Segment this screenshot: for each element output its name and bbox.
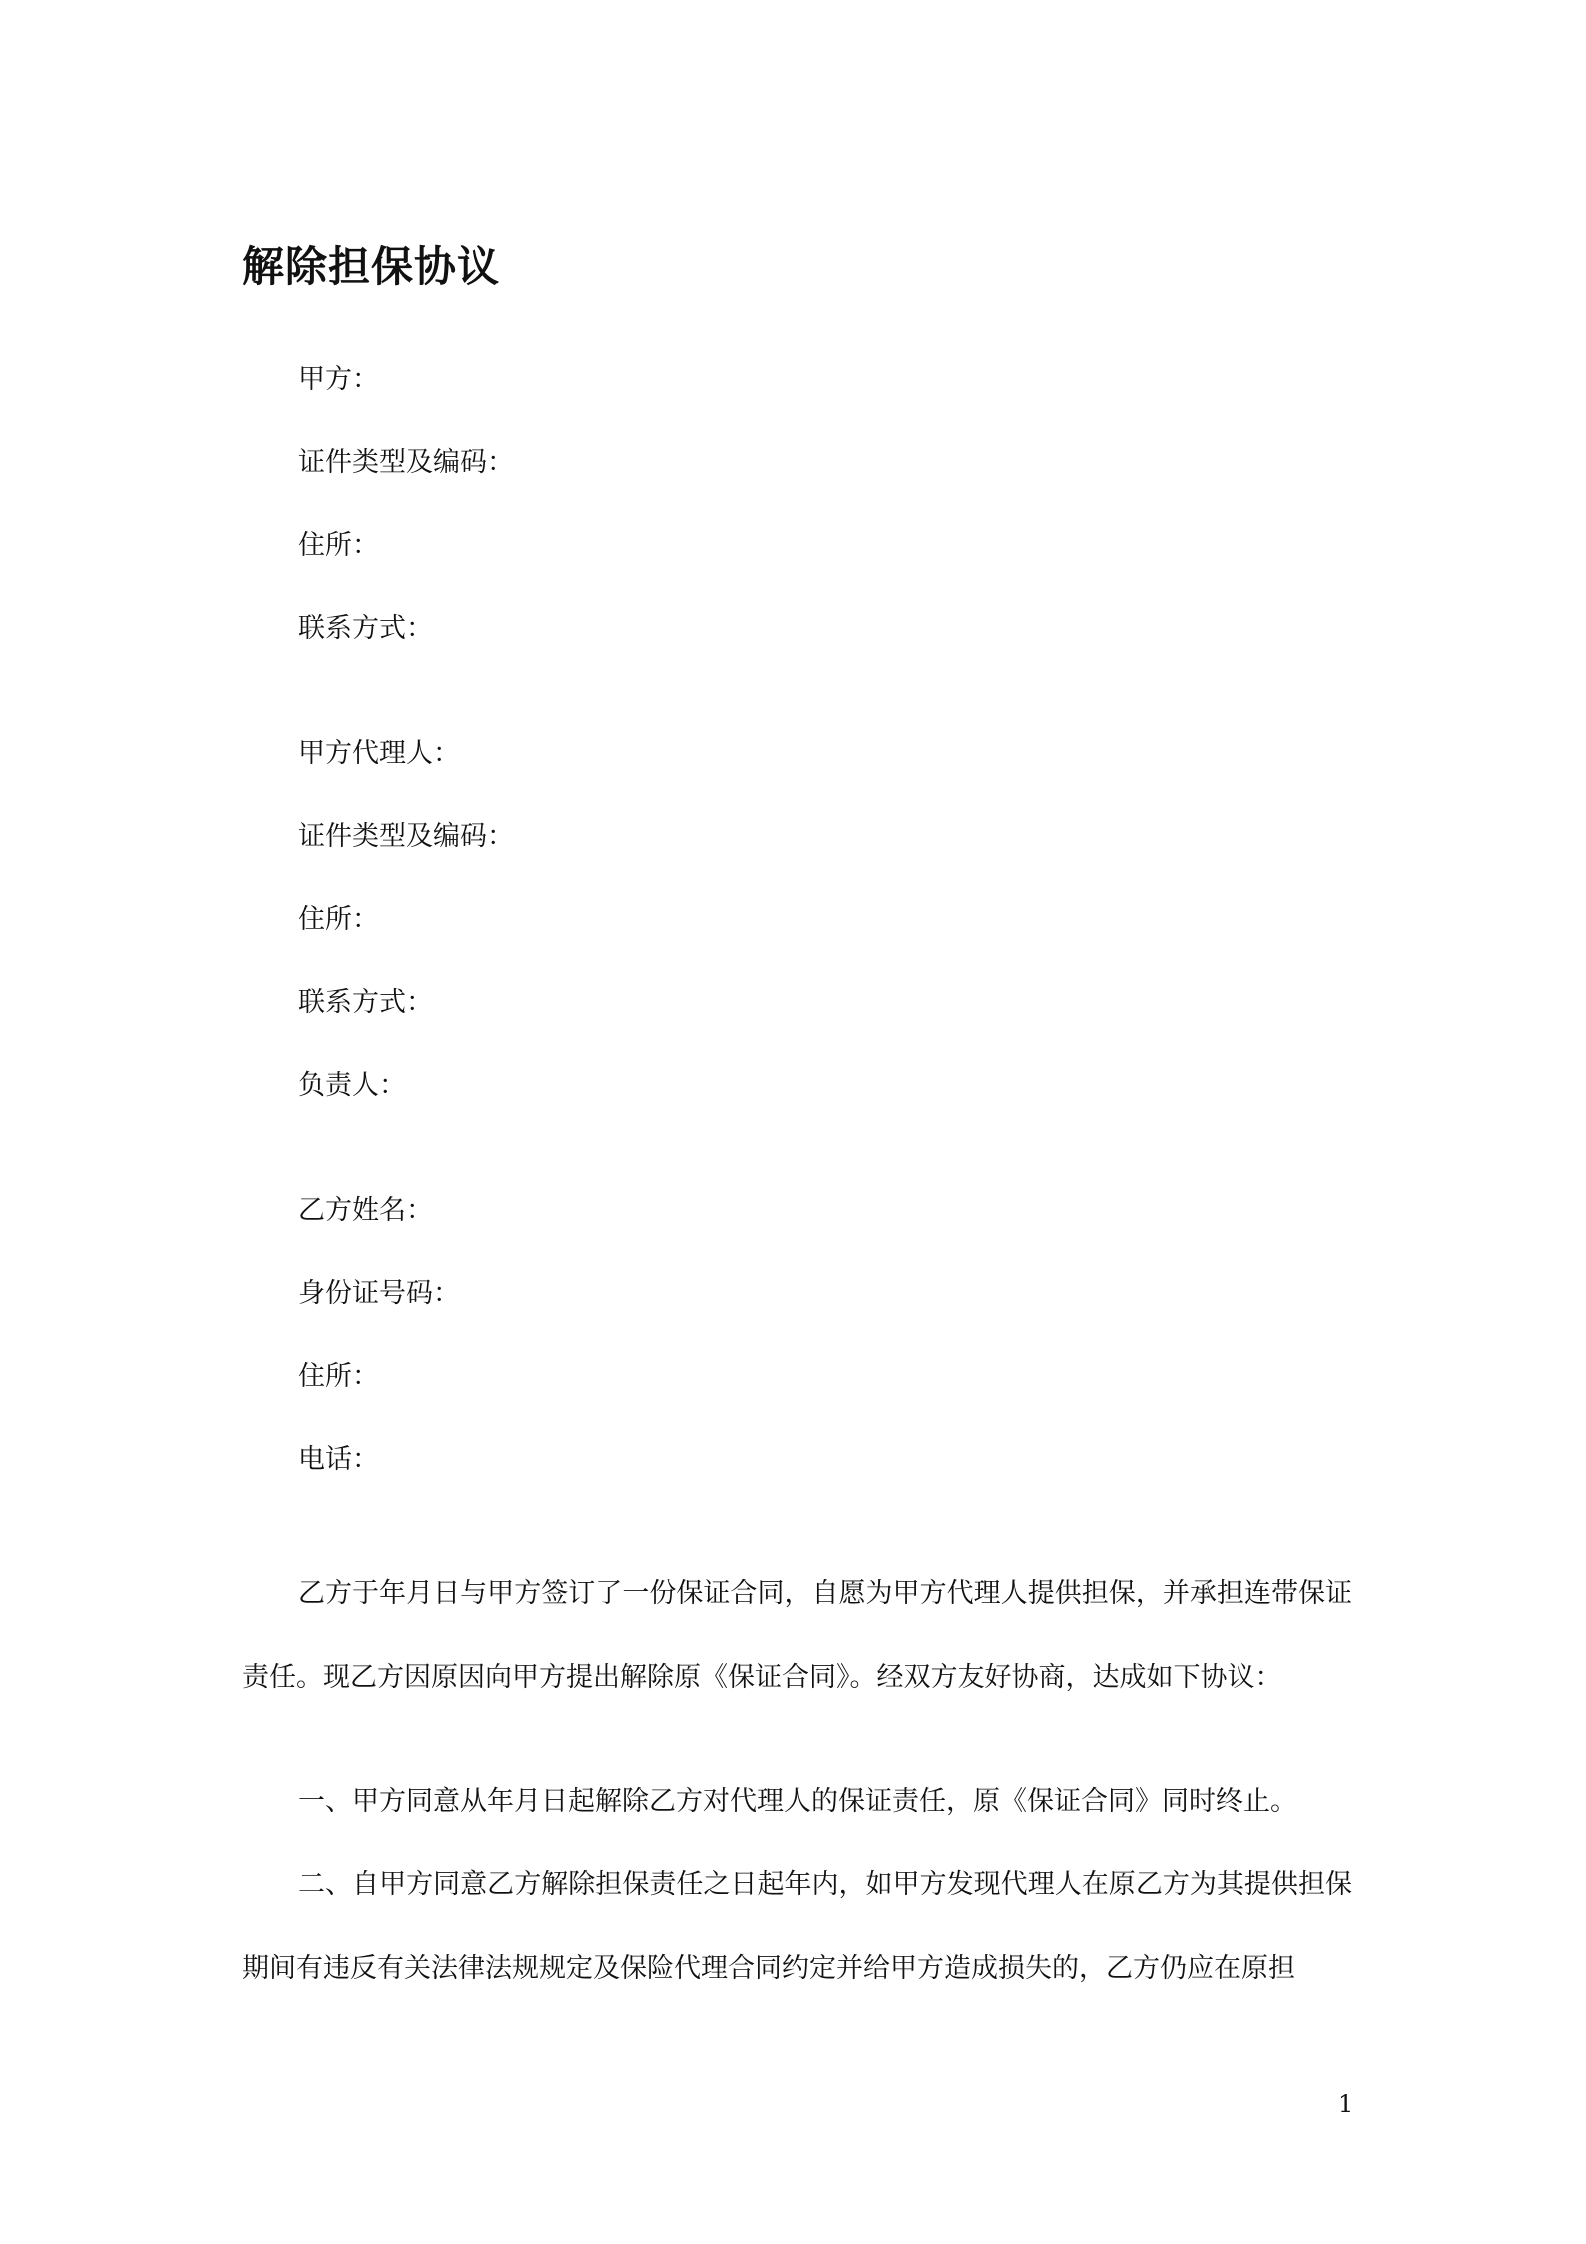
- preamble-paragraph: 乙方于年月日与甲方签订了一份保证合同，自愿为甲方代理人提供担保，并承担连带保证责任。现乙方因原因向甲方提出解除原《保证合同》。经双方友好协商，达成如下协议：: [242, 1578, 1352, 1693]
- party-b-id-label: 身份证号码：: [298, 1278, 460, 1309]
- party-b-address-label: 住所：: [298, 1361, 379, 1392]
- party-a-address-label: 住所：: [298, 530, 379, 561]
- party-b-phone-label: 电话：: [298, 1444, 379, 1475]
- party-a-agent-id-label: 证件类型及编码：: [298, 821, 514, 852]
- clause-2: 二、自甲方同意乙方解除担保责任之日起年内，如甲方发现代理人在原乙方为其提供担保期间有违反有关法律法规规定及保险代理合同约定并给甲方造成损失的，乙方仍应在原担: [242, 1869, 1352, 1984]
- party-a-agent-responsible-label: 负责人：: [298, 1070, 406, 1101]
- party-a-contact-label: 联系方式：: [298, 613, 433, 644]
- party-b-name-label: 乙方姓名：: [298, 1195, 433, 1226]
- page-number: 1: [1338, 2090, 1354, 2118]
- document-title: 解除担保协议: [242, 242, 501, 291]
- clause-1: 一、甲方同意从年月日起解除乙方对代理人的保证责任，原《保证合同》同时终止。: [298, 1786, 1297, 1817]
- party-a-agent-name-label: 甲方代理人：: [298, 738, 460, 769]
- party-a-agent-address-label: 住所：: [298, 904, 379, 935]
- party-a-name-label: 甲方：: [298, 364, 379, 395]
- party-a-id-label: 证件类型及编码：: [298, 447, 514, 478]
- party-a-agent-contact-label: 联系方式：: [298, 987, 433, 1018]
